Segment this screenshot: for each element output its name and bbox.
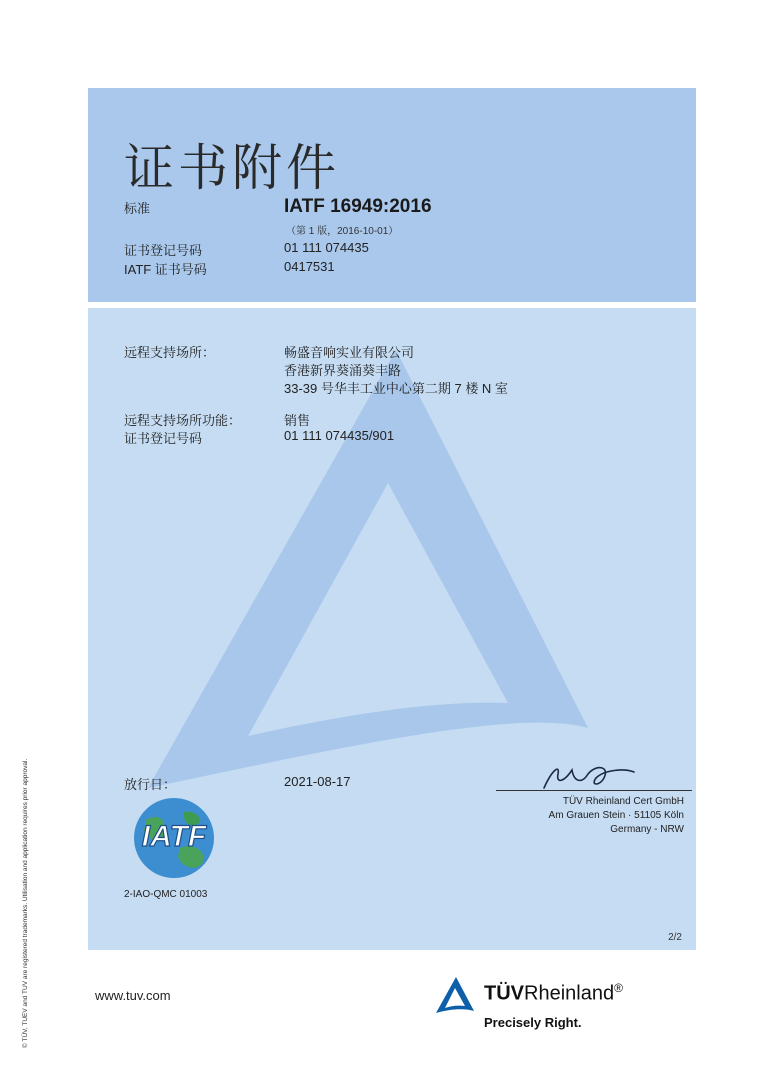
signature-line <box>496 790 692 791</box>
registered-mark: ® <box>614 981 623 995</box>
standard-edition: （第 1 版，2016-10-01） <box>286 226 399 237</box>
reg-no-label: 证书登记号码 <box>124 243 203 258</box>
site-function-label: 远程支持场所功能： <box>124 413 242 428</box>
issue-date-value: 2021-08-17 <box>284 774 351 789</box>
site-function-value: 销售 <box>284 413 311 428</box>
tuv-triangle-icon <box>434 975 476 1017</box>
standard-value: IATF 16949:2016 <box>284 196 432 217</box>
brand-slogan: Precisely Right. <box>484 1015 582 1030</box>
issuer-region: Germany - NRW <box>610 824 684 835</box>
page-title: 证书附件 <box>124 139 340 197</box>
address-line-1: 香港新界葵涌葵丰路 <box>284 363 402 378</box>
iatf-no-label: IATF 证书号码 <box>124 262 207 277</box>
iatf-logo-text: IATF <box>141 820 207 853</box>
certificate-sheet <box>88 88 696 950</box>
legal-notice: © TÜV, TUEV and TUV are registered trademarks. Utilisation and application requires prior approval. <box>22 758 29 1048</box>
address-line-2: 33-39 号华丰工业中心第二期 7 楼 N 室 <box>284 381 508 396</box>
brand-name-bold: TÜV <box>484 982 524 1005</box>
company-name: 畅盛音响实业有限公司 <box>284 345 415 360</box>
issuer-street: Am Grauen Stein · 51105 Köln <box>548 810 684 821</box>
brand-name <box>484 981 623 1006</box>
accreditation-code: 2-IAO-QMC 01003 <box>124 889 208 900</box>
remote-site-label: 远程支持场所： <box>124 345 216 360</box>
signature <box>538 760 668 794</box>
brand-name-rest: Rheinland <box>524 982 615 1005</box>
standard-label: 标准 <box>124 201 151 216</box>
page-number: 2/2 <box>668 932 682 943</box>
iatf-logo <box>124 790 224 882</box>
issuer-block <box>549 795 684 837</box>
site-reg-no-label: 证书登记号码 <box>124 431 203 446</box>
reg-no-value: 01 111 074435 <box>284 240 369 255</box>
site-reg-no-value: 01 111 074435/901 <box>284 428 395 443</box>
issue-date-label: 放行日： <box>124 777 177 792</box>
website-url: www.tuv.com <box>95 988 171 1003</box>
issuer-name: TÜV Rheinland Cert GmbH <box>562 796 684 807</box>
iatf-no-value: 0417531 <box>284 259 335 274</box>
